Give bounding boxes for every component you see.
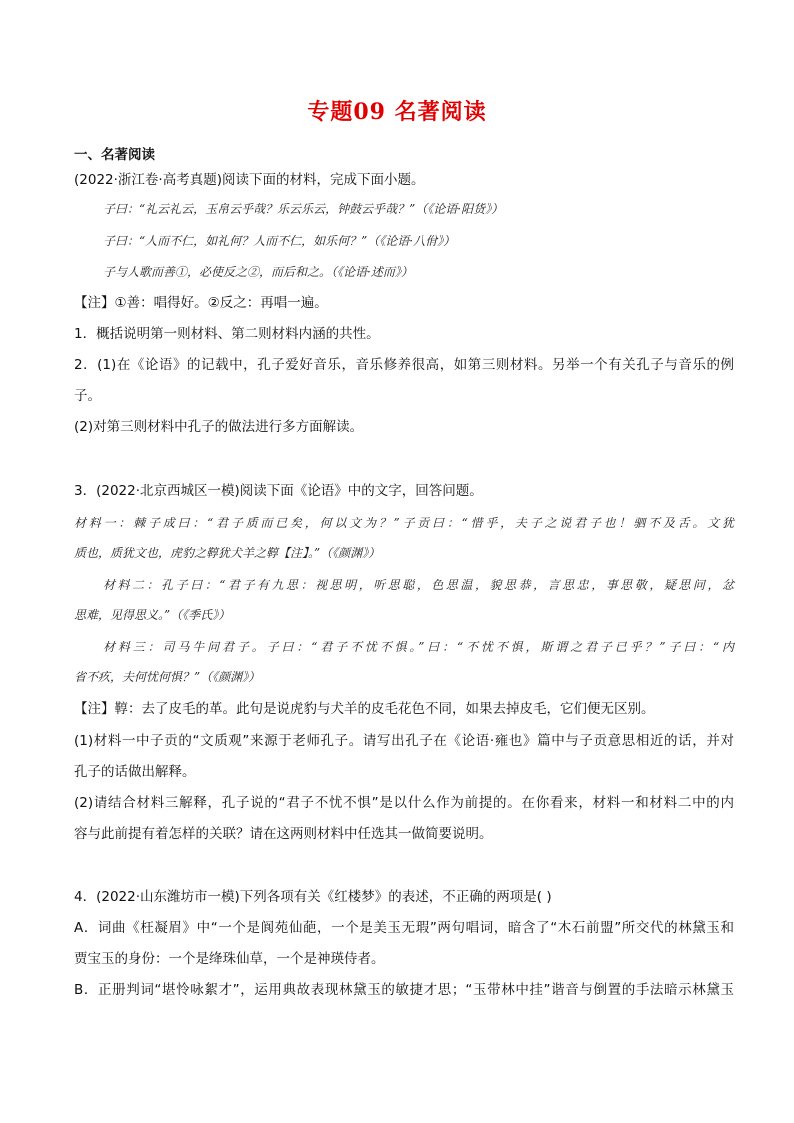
q1-item-1: 1．概括说明第一则材料、第二则材料内涵的共性。 <box>74 326 380 342</box>
q1-quote-3: 子与人歌而善①，必使反之②，而后和之。（《论语·述而》） <box>103 265 413 279</box>
q3-material-3-line-1: 材料三：司马牛问君子。子曰：“君子不忧不惧。”曰：“不忧不惧，斯谓之君子已乎？”子曰：“内 <box>103 640 734 654</box>
q1-quote-2: 子曰：“人而不仁，如礼何？人而不仁，如乐何？”（《论语·八佾》） <box>103 234 456 248</box>
q1-item-2-line-1: 2．(1)在《论语》的记载中，孔子爱好音乐，音乐修养很高，如第三则材料。另举一个有关孔子与音乐的例 <box>74 357 734 373</box>
q1-item-2-line-2: 子。 <box>74 388 101 404</box>
q4-source: 4．(2022·山东潍坊市一模)下列各项有关《红楼梦》的表述，不正确的两项是( ) <box>74 889 552 905</box>
q3-material-3-line-2: 省不疚，夫何忧何惧？”（《颜渊》） <box>74 670 261 684</box>
q3-material-1-line-2: 质也，质犹文也，虎豹之鞟犹犬羊之鞟【注】。”（《颜渊》） <box>74 546 381 560</box>
q3-sub-1-line-2: 孔子的话做出解释。 <box>74 764 196 780</box>
q3-material-2-line-1: 材料二：孔子曰：“君子有九思：视思明，听思聪，色思温，貌思恭，言思忠，事思敬，疑思问，忿 <box>103 578 734 592</box>
q1-source: (2022·浙江卷·高考真题)阅读下面的材料，完成下面小题。 <box>74 172 425 188</box>
q3-sub-2-line-2: 容与此前提有着怎样的关联？请在这两则材料中任选其一做简要说明。 <box>74 826 493 842</box>
q3-material-1-line-1: 材料一：棘子成曰：“君子质而已矣，何以文为？”子贡曰：“惜乎，夫子之说君子也！驷不及舌。文犹 <box>74 516 734 530</box>
q1-note: 【注】①善：唱得好。②反之：再唱一遍。 <box>74 295 328 311</box>
q1-quote-1: 子曰：“礼云礼云，玉帛云乎哉？乐云乐云，钟鼓云乎哉？”（《论语·阳货》） <box>103 202 504 216</box>
q3-source: 3．(2022·北京西城区一模)阅读下面《论语》中的文字，回答问题。 <box>74 483 483 499</box>
section-heading: 一、名著阅读 <box>74 147 155 163</box>
q3-material-2-line-2: 思难，见得思义。”（《季氏》） <box>74 608 231 622</box>
q3-sub-1-line-1: (1)材料一中子贡的“文质观”来源于老师孔子。请写出孔子在《论语·雍也》篇中与子贡意思相近的话，并对 <box>74 733 734 749</box>
q4-option-a-line-1: A．词曲《枉凝眉》中“一个是阆苑仙葩，一个是美玉无瑕”两句唱词，暗含了“木石前盟”所交代的林黛玉和 <box>74 920 734 936</box>
q4-option-b-line-1: B．正册判词“堪怜咏絮才”，运用典故表现林黛玉的敏捷才思；“玉带林中挂”谐音与倒置的手法暗示林黛玉 <box>74 982 734 998</box>
q4-option-a-line-2: 贾宝玉的身份：一个是绛珠仙草，一个是神瑛侍者。 <box>74 951 385 967</box>
q3-note: 【注】鞟：去了皮毛的革。此句是说虎豹与犬羊的皮毛花色不同，如果去掉皮毛，它们便无区别。 <box>74 701 655 717</box>
q3-sub-2-line-1: (2)请结合材料三解释，孔子说的“君子不忧不惧”是以什么作为前提的。在你看来，材料一和材料二中的内 <box>74 795 734 811</box>
q1-item-2-sub-2: (2)对第三则材料中孔子的做法进行多方面解读。 <box>74 419 364 435</box>
page-title: 专题09 名著阅读 <box>307 99 487 125</box>
